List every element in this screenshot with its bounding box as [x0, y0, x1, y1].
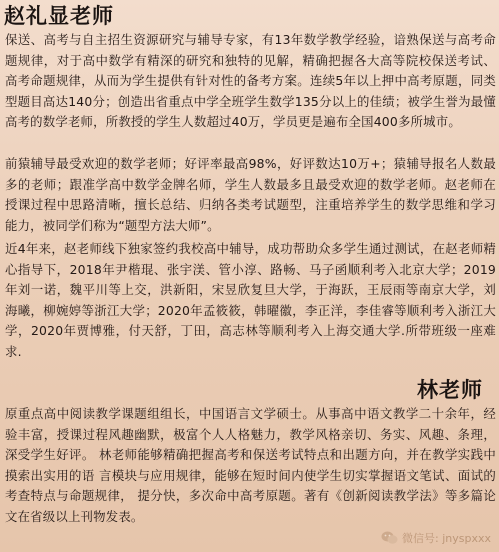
teacher-name-zhao: 赵礼显老师: [4, 4, 114, 28]
watermark-text: 微信号: jnyspxxx: [402, 532, 491, 545]
wechat-watermark: [381, 530, 491, 546]
teacher-name-lin: 林老师: [417, 378, 483, 402]
zhao-bio-paragraph-3: 近4年来，赵老师线下独家签约我校高中辅导，成功帮助众多学生通过测试，在赵老师精心指导下，2018年尹楷琨、张宇渼、管小淳、路畅、马子函顺利考入北京大学；2019年刘一诺，魏平川等上交，洪新阳，宋昱欣复旦大学，于海跃，王辰雨等南京大学，刘海曦，柳婉婷等浙江大学；2020年孟筱筱，韩曜徽，李正洋，李佳睿等顺利考入浙江大学，2020年贾博雅，付天舒，丁田，高志林等顺利考入上海交通大学.所带班级一座难求.: [5, 241, 496, 359]
zhao-bio-paragraph-1: 保送、高考与自主招生资源研究与辅导专家，有13年数学教学经验，谙熟保送与高考命题规律，对于高中数学有精深的研究和独特的见解，精确把握各大高等院校保送考试、高考命题规律，从而为学生提供有针对性的备考方案。连续5年以上押中高考原题，同类型题目高达140分；创造出省重点中学全班学生数学135分以上的佳绩；被学生誉为最懂高考的数学老师，所教授的学生人数超过40万，学员更是遍布全国400多所城市。: [5, 32, 496, 130]
lin-bio-paragraph-1: 原重点高中阅读教学课题组组长，中国语言文学硕士。从事高中语文教学二十余年，经验丰富，授课过程风趣幽默，极富个人人格魅力，教学风格亲切、务实、风趣、条理，深受学生好评。 林老师能够精确把握高考和保送考试特点和出题方向，并在教学实践中摸索出实用的语 言模块与应用规律，能够在短时间内使学生切实掌握语文笔试、面试的考查特点与命题规律， 提分快，多次命中高考原题。著有《创新阅读教学法》等多篇论文在省级以上刊物发表。: [5, 406, 496, 524]
zhao-bio-paragraph-2: 前猿辅导最受欢迎的数学老师；好评率最高98%，好评数达10万+；猿辅导报名人数最多的老师；跟准学高中数学金牌名师，学生人数最多且最受欢迎的数学老师。赵老师在授课过程中思路清晰，擅长总结、归纳各类考试题型，注重培养学生的数学思维和学习能力，被同学们称为“题型方法大师”。: [5, 156, 496, 233]
wechat-icon: [381, 531, 398, 545]
